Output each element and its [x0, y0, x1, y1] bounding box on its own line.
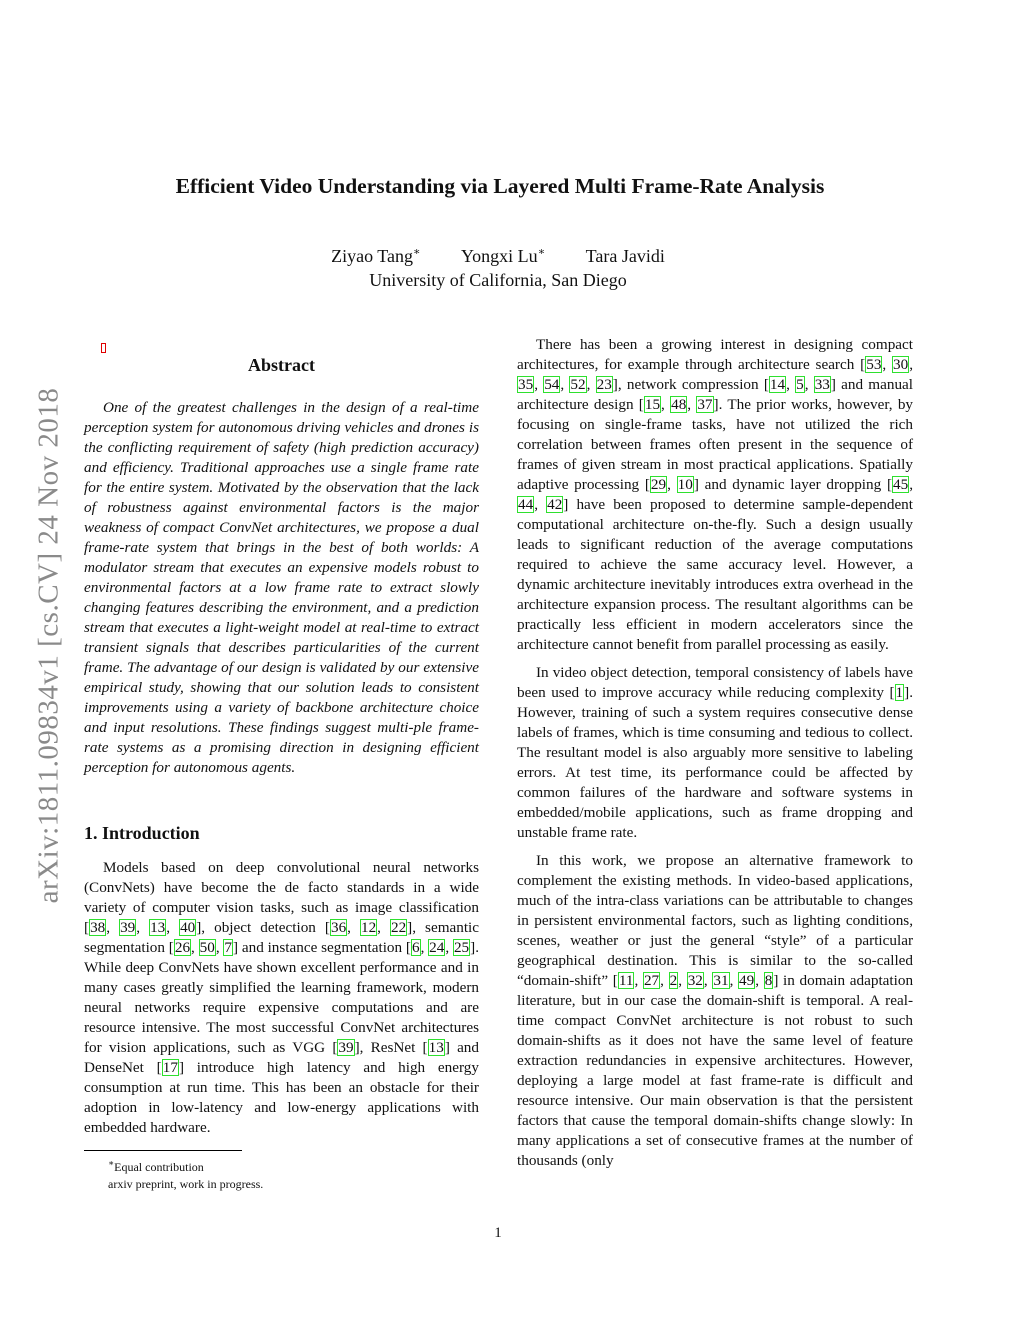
- body-paragraph: There has been a growing interest in designing compact architectures, for example through architecture search [53, 30, 35, 54, 52, 23], network compression [14, 5, 33] and manual architecture design [15, 48, 37]. The prior works, however, by focusing on single-frame tasks, have not utilized the rich correlation between frames often present in the sequence of frames of given stream in most practical applications. Spatially adaptive processing [29, 10] and dynamic layer dropping [45, 44, 42] have been proposed to determine sample-dependent computational architecture on-the-fly. Such a design usually leads to significant reduction of the average computations required to achieve the same accuracy level. However, a dynamic architecture inevitably introduces extra overhead in the architecture expansion process. The resultant algorithms can be practically less efficient in modern accelerators since the architecture cannot benefit from parallel processing as easily.: [517, 336, 914, 653]
- arxiv-stamp: [19, 345, 79, 945]
- body-paragraph: In video object detection, temporal consistency of labels have been used to improve accuracy while reducing complexity [1]. However, training of such a system requires consecutive dense labels of frames, which is time consuming and tedious to collect. The resultant model is also arguably more sensitive to labeling errors. At test time, its performance could be affected by common failures of the hardware and software systems in embedded/mobile applications, such as frame dropping and unstable frame rate.: [517, 664, 913, 841]
- citation-link[interactable]: 49: [739, 972, 755, 989]
- citation-link[interactable]: 35: [518, 376, 534, 393]
- citation-link[interactable]: 32: [687, 972, 703, 989]
- citation-link[interactable]: 53: [866, 356, 882, 373]
- citation-link[interactable]: 38: [90, 919, 106, 936]
- body-paragraph: In this work, we propose an alternative framework to complement the existing methods. In video-based applications, much of the intra-class variations can be attributable to changes in persistent environmental factors, such as lighting conditions, scenes, weather or just the general “style” of a particular geographical destination. This is similar to the so-called “domain-shift” [11, 27, 2, 32, 31, 49, 8] in domain adaptation literature, but in our case the domain-shift is temporal. A real-time compact ConvNet architecture is not robust to such domain-shifts as it does not have the same level of feature extraction redundancies in expensive architectures. However, deploying a large model at fast frame-rate is difficult and resource intensive. Our main observation is that the persistent factors that cause the temporal domain-shifts change slowly: In many applications a set of consecutive frames at the number of thousands (only: [517, 852, 914, 1169]
- author-name: Tara Javidi: [585, 246, 665, 266]
- citation-link[interactable]: 40: [180, 919, 196, 936]
- citation-link[interactable]: 27: [643, 972, 660, 989]
- intro-paragraph: Models based on deep convolutional neural networks (ConvNets) have become the de facto standards in a wide variety of computer vision tasks, such as image classification [38, 39, 13, 40], object detection [36, 12, 22], semantic segmentation [26, 50, 7] and instance segmentation [6, 24, 25]. While deep ConvNets have shown excellent performance and in many cases greatly simplified the learning framework, modern neural networks require expensive computations and are resource intensive. The most successful ConvNet architectures for vision applications, such as VGG [39], ResNet [13] and DenseNet [17] introduce high latency and high energy consumption at run time. This has been an obstacle for their adoption in low-latency and low-energy applications with embedded hardware.: [84, 859, 480, 1136]
- citation-link[interactable]: 24: [429, 939, 445, 956]
- left-column: [84, 335, 479, 1193]
- citation-link[interactable]: 52: [570, 376, 586, 393]
- citation-link[interactable]: 10: [677, 476, 693, 493]
- citation-link[interactable]: 54: [544, 376, 560, 393]
- citation-link[interactable]: 2: [669, 972, 678, 989]
- citation-link[interactable]: 6: [411, 939, 420, 956]
- abstract-text: One of the greatest challenges in the design of a real-time perception system for autonomous driving vehicles and drones is the conflicting requirement of safety (high prediction accuracy) and efficiency. Traditional approaches use a single frame rate for the entire system. Motivated by the observation that the lack of robustness against environmental factors is the major weakness of compact ConvNet architectures, we propose a dual frame-rate system that brings in the best of both worlds: A modulator stream that executes an expensive models robust to environmental factors at a low frame rate to extract slowly changing features describing the environment, and a prediction stream that executes a light-weight model at real-time to extract transient signals that describes particularities of the current frame. The advantage of our design is validated by our extensive empirical study, showing that our solution leads to consistent improvements using a variety of backbone architecture choice and input resolutions. These findings suggest multi-ple frame-rate systems as a promising direction in designing efficient perception for autonomous agents.: [84, 399, 479, 776]
- citation-link[interactable]: 26: [174, 939, 191, 956]
- citation-link[interactable]: 50: [199, 939, 215, 956]
- citation-link[interactable]: 31: [713, 972, 729, 989]
- citation-link[interactable]: 13: [150, 919, 166, 936]
- citation-link[interactable]: 23: [596, 376, 612, 393]
- citation-link[interactable]: 30: [893, 356, 909, 373]
- author-block: [0, 240, 996, 292]
- paper-title: Efficient Video Understanding via Layered Multi Frame-Rate Analysis: [175, 174, 825, 198]
- citation-link[interactable]: 33: [814, 376, 830, 393]
- citation-link[interactable]: 25: [453, 939, 470, 956]
- citation-link[interactable]: 29: [650, 476, 667, 493]
- citation-link[interactable]: 7: [224, 939, 232, 956]
- footnote-equal-contribution: ∗Equal contribution: [108, 1158, 204, 1174]
- citation-link[interactable]: 13: [428, 1039, 444, 1056]
- citation-link[interactable]: 8: [764, 972, 773, 989]
- citation-link[interactable]: 22: [390, 919, 407, 936]
- citation-link[interactable]: 42: [547, 496, 563, 513]
- abstract-heading: Abstract: [248, 355, 315, 375]
- footnote-preprint: arxiv preprint, work in progress.: [108, 1177, 264, 1191]
- affiliation: University of California, San Diego: [369, 270, 627, 290]
- citation-link[interactable]: 11: [618, 972, 634, 989]
- section-heading-introduction: 1. Introduction: [84, 823, 200, 843]
- citation-link[interactable]: 37: [697, 396, 713, 413]
- citation-link[interactable]: 36: [330, 919, 347, 936]
- citation-link[interactable]: 17: [162, 1059, 178, 1076]
- citation-link[interactable]: 45: [893, 476, 909, 493]
- citation-link[interactable]: 39: [120, 919, 136, 936]
- arxiv-stamp-text: arXiv:1811.09834v1 [cs.CV] 24 Nov 2018: [32, 387, 65, 903]
- footnote-divider: [84, 1150, 242, 1151]
- citation-link[interactable]: 48: [671, 396, 687, 413]
- author-name: Ziyao Tang∗: [331, 246, 421, 266]
- citation-link[interactable]: 15: [644, 396, 661, 413]
- citation-link[interactable]: 1: [895, 684, 904, 701]
- citation-link[interactable]: 5: [796, 376, 804, 393]
- citation-link[interactable]: 12: [360, 919, 377, 936]
- citation-link[interactable]: 39: [338, 1039, 354, 1056]
- page-number: 1: [494, 1225, 502, 1241]
- citation-link[interactable]: 44: [518, 496, 534, 513]
- citation-link[interactable]: 14: [769, 376, 786, 393]
- right-column: [517, 335, 913, 1179]
- author-list: [0, 240, 996, 268]
- author-name: Yongxi Lu∗: [460, 246, 546, 266]
